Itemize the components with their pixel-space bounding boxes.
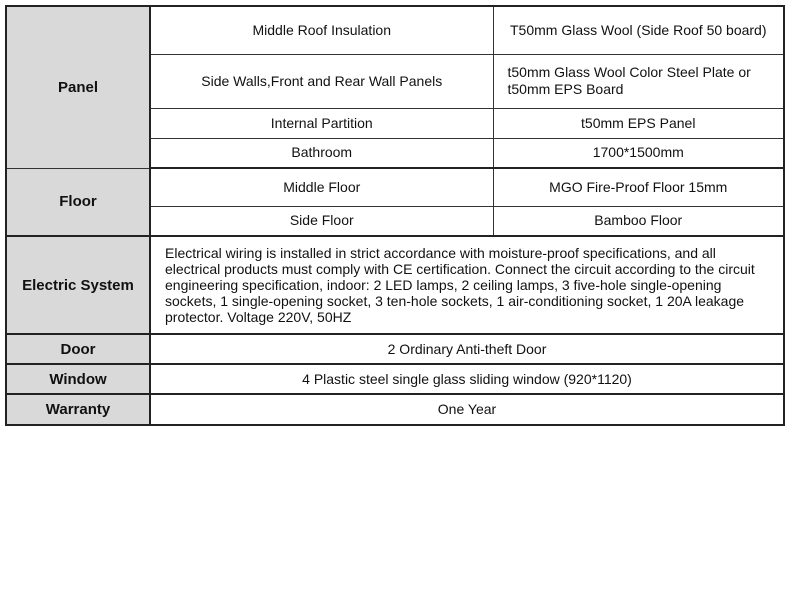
category-door: Door	[6, 334, 150, 364]
table-row	[6, 236, 784, 334]
spec-internal-partition: t50mm EPS Panel	[493, 108, 784, 138]
item-bathroom: Bathroom	[150, 138, 493, 168]
table-row	[6, 334, 784, 364]
table-row	[6, 168, 784, 206]
item-middle-roof-insulation: Middle Roof Insulation	[150, 6, 493, 54]
spec-middle-roof-insulation: T50mm Glass Wool (Side Roof 50 board)	[493, 6, 784, 54]
spec-bathroom: 1700*1500mm	[493, 138, 784, 168]
spec-middle-floor: MGO Fire-Proof Floor 15mm	[493, 168, 784, 206]
spec-side-walls-line-1: t50mm Glass Wool Color Steel Plate or	[507, 64, 751, 80]
category-panel: Panel	[6, 6, 150, 168]
category-window: Window	[6, 364, 150, 394]
table-row	[6, 394, 784, 425]
category-electric-system: Electric System	[6, 236, 150, 334]
item-middle-floor: Middle Floor	[150, 168, 493, 206]
item-side-walls: Side Walls,Front and Rear Wall Panels	[150, 54, 493, 108]
table-row	[6, 364, 784, 394]
item-side-floor: Side Floor	[150, 206, 493, 236]
spec-side-floor: Bamboo Floor	[493, 206, 784, 236]
electric-system-description: Electrical wiring is installed in strict accordance with moisture-proof specifications, and all electrical products must comply with CE certification. Connect the circuit according to the circuit engineering specification, indoor: 2 LED lamps, 2 ceiling lamps, 3 five-hole single-opening sockets, 1 single-opening socket, 3 ten-hole sockets, 1 air-conditioning socket, 1 20A leakage protector. Voltage 220V, 50HZ	[150, 236, 784, 334]
warranty-description: One Year	[150, 394, 784, 425]
spec-side-walls	[493, 54, 784, 108]
window-description: 4 Plastic steel single glass sliding window (920*1120)	[150, 364, 784, 394]
specification-table	[5, 5, 785, 426]
door-description: 2 Ordinary Anti-theft Door	[150, 334, 784, 364]
category-floor: Floor	[6, 168, 150, 236]
item-internal-partition: Internal Partition	[150, 108, 493, 138]
table-row	[6, 6, 784, 54]
category-warranty: Warranty	[6, 394, 150, 425]
spec-side-walls-line-2: t50mm EPS Board	[507, 81, 624, 97]
